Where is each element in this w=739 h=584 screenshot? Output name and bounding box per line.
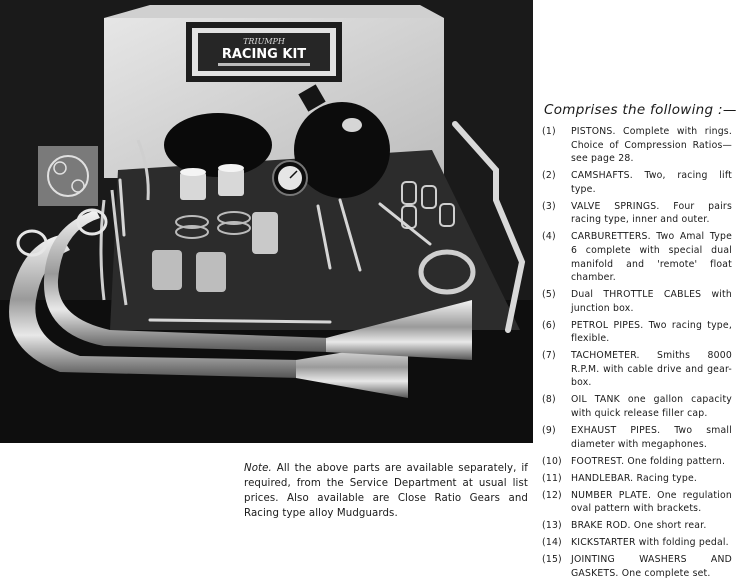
item-text: HANDLEBAR. Racing type. xyxy=(571,472,698,484)
list-item xyxy=(542,519,732,533)
item-number: (2) xyxy=(542,170,556,182)
list-title: Comprises the following :— xyxy=(544,102,737,118)
item-number: (1) xyxy=(542,126,556,137)
item-number: (9) xyxy=(542,425,556,436)
list-item xyxy=(542,553,732,580)
item-text: OIL TANK one gallon capacity with quick release filler cap. xyxy=(571,394,732,420)
parts-list xyxy=(542,125,732,584)
list-item xyxy=(542,349,732,390)
list-item xyxy=(542,169,732,196)
list-item xyxy=(542,288,732,315)
item-text: VALVE SPRINGS. Four pairs racing type, inner and outer. xyxy=(571,200,732,226)
item-number: (10) xyxy=(542,455,562,467)
list-item xyxy=(542,230,732,284)
list-item xyxy=(542,319,732,346)
item-text: KICKSTARTER with folding pedal. xyxy=(571,537,729,549)
item-number: (7) xyxy=(542,350,556,362)
item-number: (6) xyxy=(542,319,556,331)
list-item xyxy=(542,393,732,420)
list-item xyxy=(542,424,732,451)
item-number: (13) xyxy=(542,520,562,532)
item-number: (4) xyxy=(542,231,556,243)
item-number: (15) xyxy=(542,554,562,566)
air-filter xyxy=(164,113,272,177)
item-number: (8) xyxy=(542,394,556,406)
item-text: CAMSHAFTS. Two, racing lift type. xyxy=(571,170,732,195)
list-item xyxy=(542,200,732,227)
list-item xyxy=(542,489,732,516)
item-text: TACHOMETER. Smiths 8000 R.P.M. with cable drive and gear-box. xyxy=(571,350,732,389)
note-label: Note. xyxy=(244,463,272,474)
item-number: (14) xyxy=(542,537,562,549)
box-title-label: RACING KIT xyxy=(221,47,307,62)
item-text: FOOTREST. One folding pattern. xyxy=(571,455,726,467)
item-number: (3) xyxy=(542,200,556,212)
kit-box xyxy=(104,5,444,178)
item-text: CARBURETTERS. Two Amal Type 6 complete with special dual manifold and 'remote' float chamber. xyxy=(571,231,732,284)
item-text: PETROL PIPES. Two racing type, flexible. xyxy=(571,319,732,345)
list-item xyxy=(542,536,732,550)
box-brand-label: TRIUMPH xyxy=(243,37,285,46)
tachometer xyxy=(273,161,307,195)
item-number: (11) xyxy=(542,472,562,484)
item-text: EXHAUST PIPES. Two small diameter with megaphones. xyxy=(571,425,732,450)
note-text: All the above parts are available separately, if required, from the Service Department at usual list prices. Also available are Close Ratio Gears and Racing type alloy Mudguards. xyxy=(244,463,528,519)
list-item xyxy=(542,472,732,486)
item-text: NUMBER PLATE. One regulation oval pattern with brackets. xyxy=(571,489,732,515)
item-text: JOINTING WASHERS AND GASKETS. One complete set. xyxy=(571,554,732,579)
list-item xyxy=(542,455,732,469)
jointing-washers xyxy=(38,146,98,206)
item-text: BRAKE ROD. One short rear. xyxy=(571,520,707,532)
item-text: PISTONS. Complete with rings. Choice of Compression Ratios—see page 28. xyxy=(571,126,732,165)
item-text: Dual THROTTLE CABLES with junction box. xyxy=(571,289,732,314)
list-item xyxy=(542,125,732,166)
item-number: (5) xyxy=(542,289,556,301)
note-paragraph xyxy=(244,461,528,521)
item-number: (12) xyxy=(542,489,562,501)
